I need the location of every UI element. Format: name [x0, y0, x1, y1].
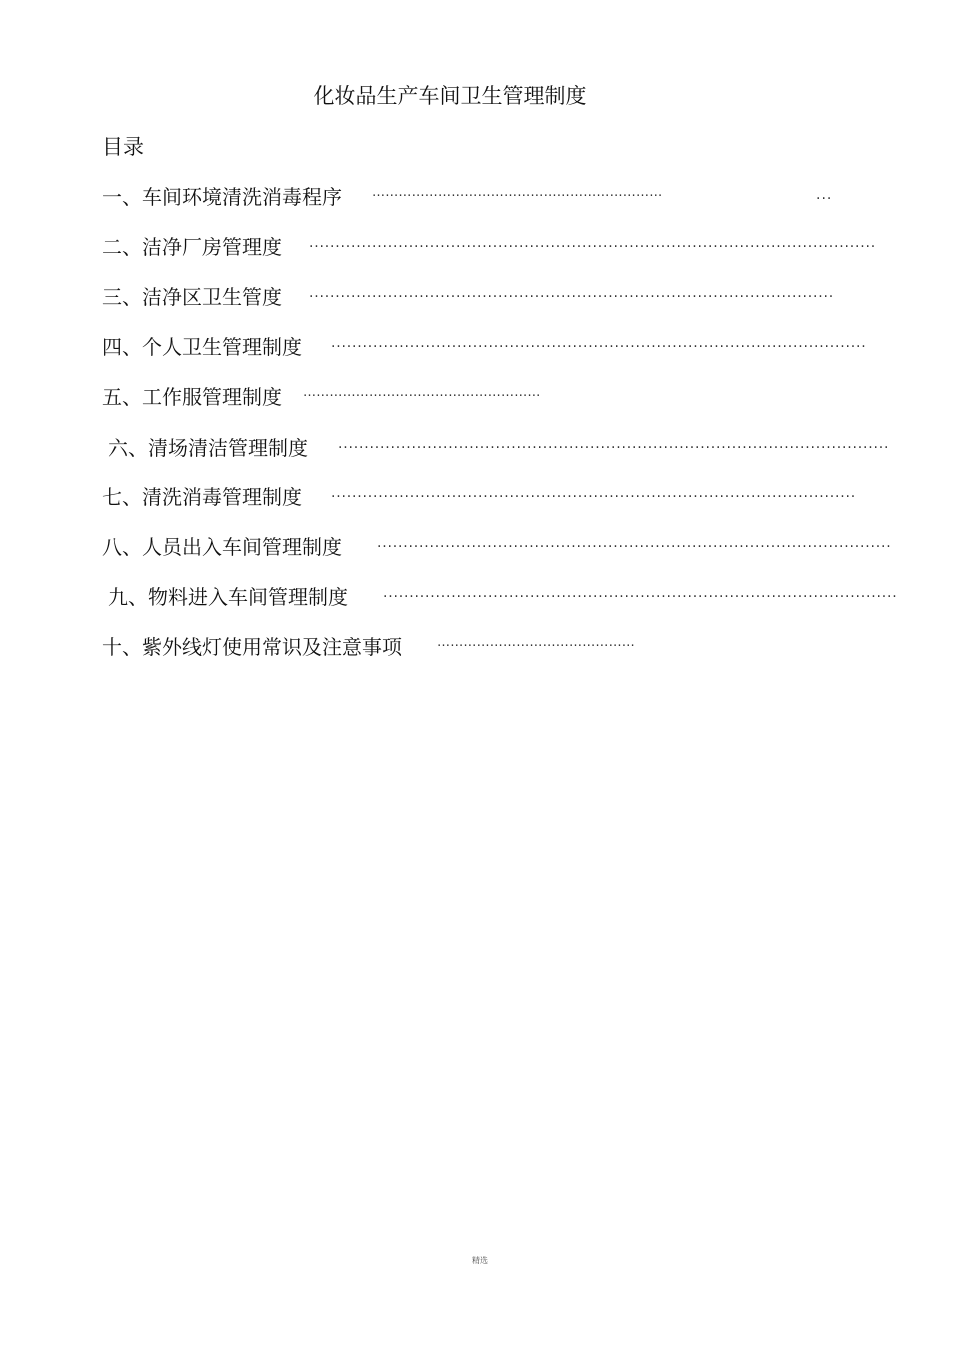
toc-entry-label: 九、物料进入车间管理制度	[108, 585, 348, 609]
toc-entry-label: 二、洁净厂房管理度	[102, 235, 282, 259]
toc-entry-label: 一、车间环境清洗消毒程序	[102, 185, 342, 209]
toc-entry-leader: …………………………………………………………	[372, 185, 663, 200]
footer-mark: 精选	[472, 1256, 488, 1265]
toc-entry-leader: ………………………………………………	[303, 385, 541, 400]
toc-entry-leader: .........................................................................................................	[338, 436, 890, 452]
toc-entry-10[interactable]	[102, 631, 842, 661]
toc-entry-label: 八、人员出入车间管理制度	[102, 535, 342, 559]
toc-entry-label: 七、清洗消毒管理制度	[102, 485, 302, 509]
toc-entry-label: 五、工作服管理制度	[102, 385, 282, 409]
toc-entry-tail: ...	[816, 187, 833, 203]
toc-heading: 目录	[102, 135, 144, 159]
toc-entry-leader: ......................................................................................................	[331, 335, 867, 351]
toc-entry-leader: ............................................................................................................	[309, 235, 877, 251]
toc-entry-label: 六、清场清洁管理制度	[108, 436, 308, 460]
toc-entry-9[interactable]	[108, 581, 898, 611]
document-title: 化妆品生产车间卫生管理制度	[313, 84, 587, 108]
toc-entry-leader: ..................................................................................................	[383, 585, 898, 601]
toc-entry-leader: ..................................................................................................	[377, 535, 892, 551]
toc-entry-3[interactable]	[102, 281, 842, 311]
toc-entry-1[interactable]	[102, 181, 842, 211]
toc-entry-label: 十、紫外线灯使用常识及注意事项	[102, 635, 402, 659]
toc-entry-4[interactable]	[102, 331, 867, 361]
toc-entry-6[interactable]	[108, 432, 890, 462]
toc-entry-leader: ....................................................................................................	[309, 285, 835, 301]
toc-entry-leader: ………………………………………	[437, 635, 635, 650]
toc-entry-5[interactable]	[102, 381, 842, 411]
toc-entry-label: 三、洁净区卫生管度	[102, 285, 282, 309]
toc-entry-8[interactable]	[102, 531, 892, 561]
toc-entry-label: 四、个人卫生管理制度	[102, 335, 302, 359]
toc-entry-2[interactable]	[102, 231, 877, 261]
toc-entry-leader: ....................................................................................................	[331, 485, 857, 501]
toc-entry-7[interactable]	[102, 481, 857, 511]
